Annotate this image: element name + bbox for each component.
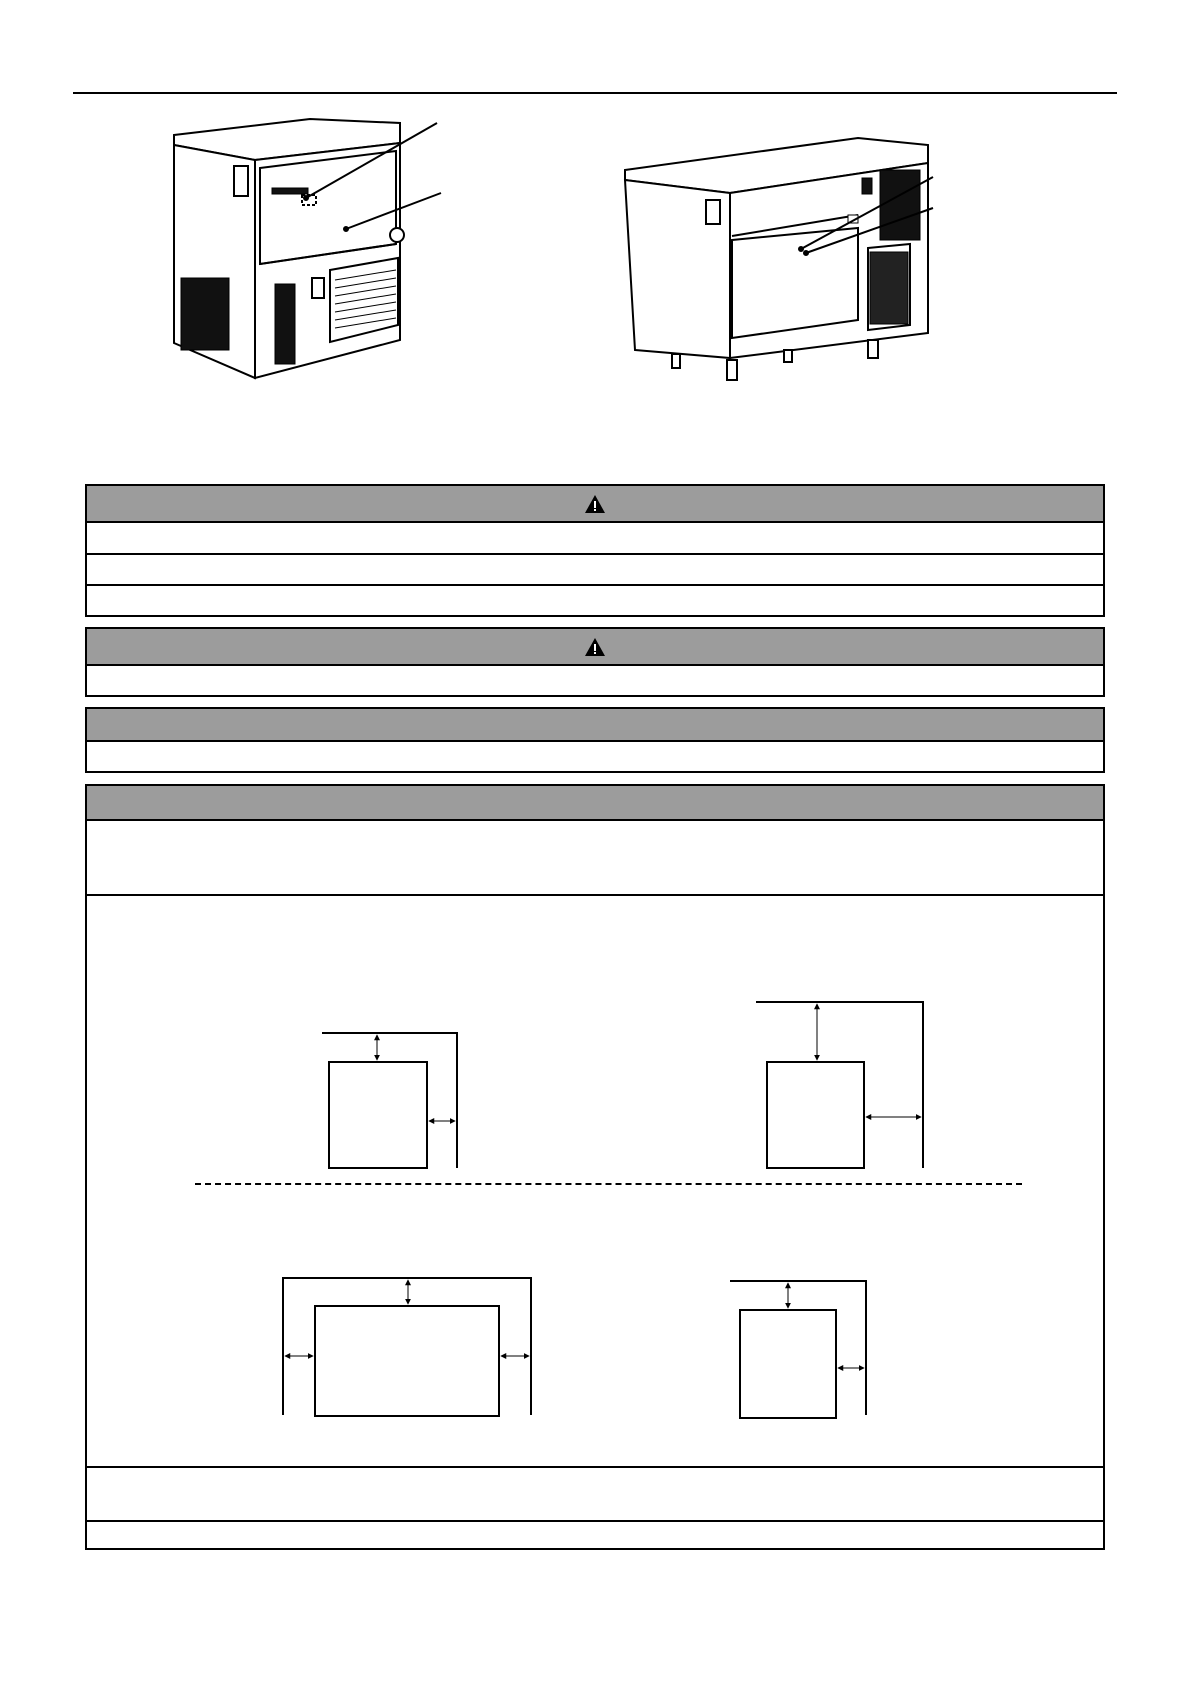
warning-2-row-1: [87, 666, 1103, 697]
warning-1-row-2: [87, 555, 1103, 586]
notice-box-1: [85, 707, 1105, 773]
notice-2-row-diagrams: [87, 896, 1103, 1468]
warning-1-row-3: [87, 586, 1103, 617]
ice-machine-illustration-right: [0, 0, 1192, 420]
notice-box-2: [85, 784, 1105, 1550]
notice-1-row-1: [87, 742, 1103, 773]
notice-2-row-text: [87, 821, 1103, 896]
warning-header-2: [87, 629, 1103, 666]
warning-triangle-icon: [584, 494, 606, 514]
warning-box-2: [85, 627, 1105, 697]
warning-header-1: [87, 486, 1103, 523]
warning-1-row-1: [87, 523, 1103, 555]
notice-2-row-4: [87, 1468, 1103, 1522]
notice-header-2: [87, 786, 1103, 821]
notice-2-row-5: [87, 1522, 1103, 1550]
warning-triangle-icon: [584, 637, 606, 657]
diagram-separator: [195, 1183, 1022, 1185]
notice-header-1: [87, 709, 1103, 742]
warning-box-1: [85, 484, 1105, 617]
